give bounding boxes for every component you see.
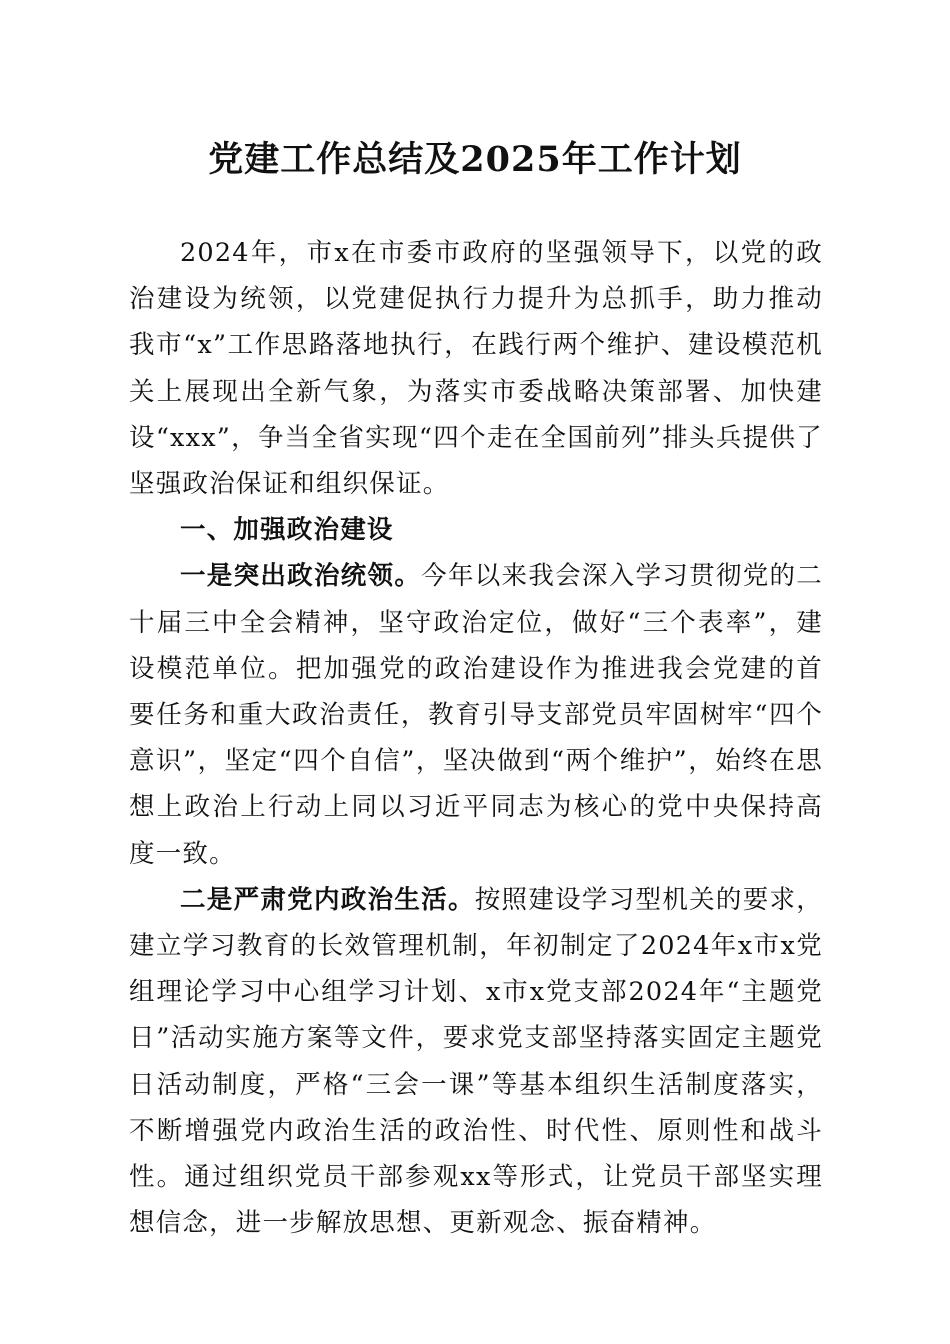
document-title: 党建工作总结及2025年工作计划 [208,139,742,180]
document-body [129,230,823,1246]
intro-paragraph: 2024年，市x在市委市政府的坚强领导下，以党的政治建设为统领，以党建促执行力提升为总抓手，助力推动我市“x”工作思路落地执行，在践行两个维护、建设模范机关上展现出全新气象，为落实市委战略决策部署、加快建设“xxx”，争当全省实现“四个走在全国前列”排头兵提供了坚强政治保证和组织保证。 [129,238,823,500]
section-item-paragraph [129,877,823,1247]
item-lead: 一是突出政治统领。 [180,561,422,592]
item-text: 今年以来我会深入学习贯彻党的二十届三中全会精神，坚守政治定位，做好“三个表率”，建设模范单位。把加强党的政治建设作为推进我会党建的首要任务和重大政治责任，教育引导支部党员牢固树牢“四个意识”，坚定“四个自信”，坚决做到“两个维护”，始终在思想上政治上行动上同以习近平同志为核心的党中央保持高度一致。 [129,561,823,869]
section-item-paragraph [129,553,823,876]
item-lead: 二是严肃党内政治生活。 [180,884,475,915]
section-heading: 一、加强政治建设 [180,515,394,546]
item-text: 按照建设学习型机关的要求，建立学习教育的长效管理机制，年初制定了2024年x市x党组理论学习中心组学习计划、x市x党支部2024年“主题党日”活动实施方案等文件，要求党支部坚持落实固定主题党日活动制度，严格“三会一课”等基本组织生活制度落实，不断增强党内政治生活的政治性、时代性、原则性和战斗性。通过组织党员干部参观xx等形式，让党员干部坚实理想信念，进一步解放思想、更新观念、振奋精神。 [129,884,823,1239]
